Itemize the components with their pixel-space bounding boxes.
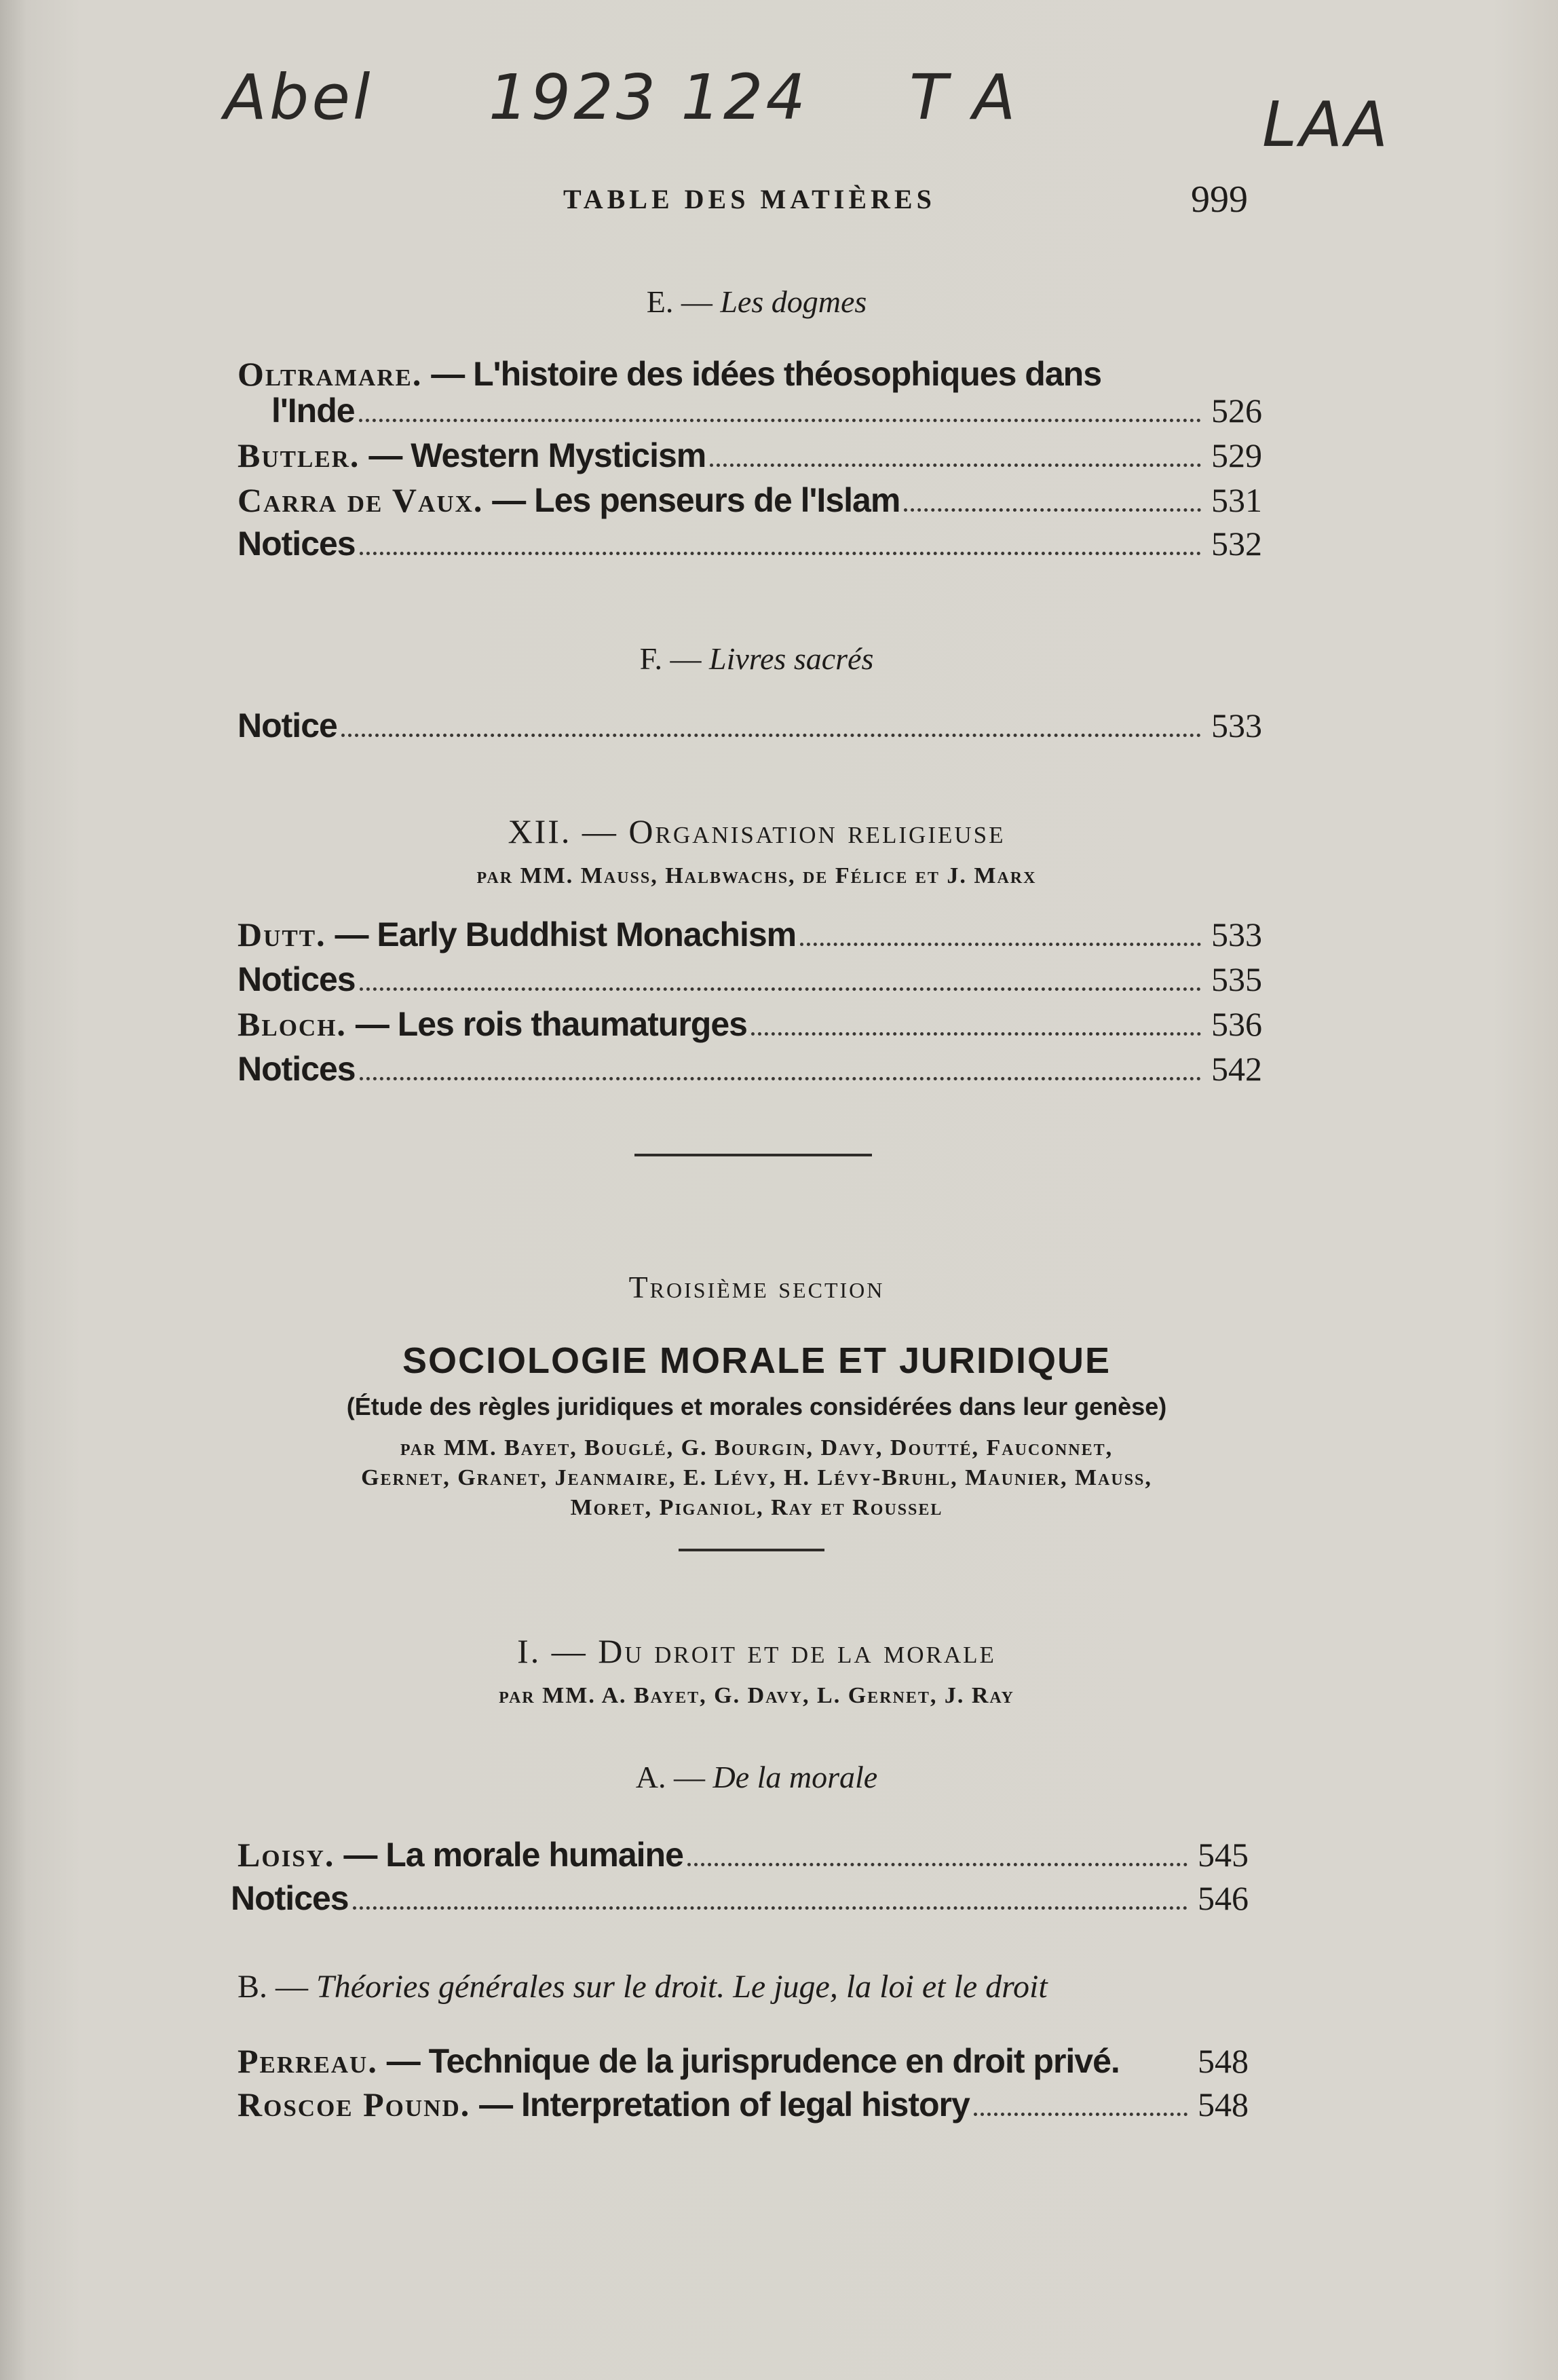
toc-entry[interactable]	[238, 518, 1262, 563]
entry-title: — Les rois thaumaturges	[346, 1005, 747, 1043]
section-xii-contributors: par MM. Mauss, Halbwachs, de Félice et J. Marx	[476, 863, 1037, 888]
entry-author: Butler.	[238, 436, 360, 474]
divider-rule	[634, 1154, 872, 1156]
entry-page: 532	[1211, 525, 1262, 563]
entry-page: 533	[1211, 915, 1262, 953]
entry-title: l'Inde	[271, 392, 355, 430]
entry-page: 536	[1211, 1005, 1262, 1043]
entry-page: 546	[1198, 1879, 1249, 1917]
entry-page: 548	[1198, 2042, 1249, 2080]
entry-author: Bloch.	[238, 1005, 347, 1043]
section-i-contributors: par MM. A. Bayet, G. Davy, L. Gernet, J. Ray	[499, 1683, 1014, 1708]
entry-page: 535	[1211, 960, 1262, 998]
handwritten-note: LAA	[1262, 88, 1391, 161]
section-f-heading: F. — Livres sacrés	[639, 641, 874, 676]
toc-entry[interactable]	[238, 2079, 1249, 2124]
page-number: 999	[1191, 178, 1248, 221]
entry-title: Notices	[238, 1050, 356, 1088]
entry-author: Perreau.	[238, 2042, 378, 2080]
section-e-heading: E. — Les dogmes	[646, 284, 867, 319]
entry-author: Oltramare.	[238, 355, 423, 393]
entry-title: — Les penseurs de l'Islam	[483, 481, 900, 519]
toc-entry[interactable]	[238, 700, 1262, 745]
handwritten-note: 1923 124	[489, 61, 808, 134]
entry-title: Notice	[238, 706, 337, 744]
running-header	[0, 178, 1558, 232]
troisieme-section-title: SOCIOLOGIE MORALE ET JURIDIQUE	[402, 1340, 1112, 1381]
toc-entry[interactable]	[231, 1873, 1249, 1918]
entry-page: 548	[1198, 2085, 1249, 2123]
entry-page: 533	[1211, 706, 1262, 744]
entry-author: Loisy.	[238, 1836, 335, 1874]
troisieme-section-subtitle: (Étude des règles juridiques et morales considérées dans leur genèse)	[346, 1393, 1167, 1420]
entry-author: Dutt.	[238, 915, 326, 953]
header-title: TABLE DES MATIÈRES	[563, 184, 936, 214]
entry-title: — La morale humaine	[335, 1836, 683, 1874]
divider-rule	[679, 1549, 824, 1551]
entry-page: 545	[1198, 1836, 1249, 1874]
toc-entry[interactable]	[238, 2036, 1249, 2081]
entry-title: — Interpretation of legal history	[470, 2085, 970, 2123]
toc-entry[interactable]	[238, 430, 1262, 475]
toc-entry[interactable]	[238, 954, 1262, 999]
section-xii-heading: XII. — Organisation religieuse	[508, 812, 1006, 850]
section-a-heading: A. — De la morale	[635, 1760, 878, 1794]
entry-title: Notices	[238, 525, 356, 563]
entry-title: — Western Mysticism	[360, 436, 706, 474]
section-b-heading: B. — Théories générales sur le droit. Le juge, la loi et le droit	[238, 1969, 1048, 2005]
troisieme-section-label: Troisième section	[628, 1270, 885, 1304]
entry-page: 529	[1211, 436, 1262, 474]
toc-entry[interactable]	[238, 909, 1262, 954]
entry-title: Notices	[238, 960, 356, 998]
entry-author: Roscoe Pound.	[238, 2085, 471, 2123]
entry-page: 531	[1211, 481, 1262, 519]
troisieme-contributors-line: Moret, Piganiol, Ray et Roussel	[570, 1495, 943, 1520]
handwritten-note: T A	[909, 61, 1019, 134]
entry-title: Notices	[231, 1879, 349, 1917]
entry-author: Carra de Vaux.	[238, 481, 484, 519]
toc-entry[interactable]	[238, 475, 1262, 520]
entry-page: 542	[1211, 1050, 1262, 1088]
toc-entry[interactable]	[238, 999, 1262, 1044]
entry-title: — Technique de la jurisprudence en droit privé.	[377, 2042, 1120, 2080]
troisieme-contributors-line: par MM. Bayet, Bouglé, G. Bourgin, Davy, Doutté, Fauconnet,	[400, 1435, 1114, 1460]
entry-title: — L'histoire des idées théosophiques dans	[422, 355, 1102, 393]
handwritten-note: Abel	[224, 61, 373, 134]
section-i-heading: I. — Du droit et de la morale	[517, 1632, 996, 1670]
toc-entry-continued[interactable]	[271, 385, 1262, 430]
troisieme-contributors-line: Gernet, Granet, Jeanmaire, E. Lévy, H. Lévy-Bruhl, Maunier, Mauss,	[361, 1465, 1152, 1490]
entry-title: — Early Buddhist Monachism	[326, 915, 797, 953]
toc-entry[interactable]	[238, 1044, 1262, 1089]
toc-entry[interactable]	[238, 1830, 1249, 1874]
entry-page: 526	[1211, 392, 1262, 430]
